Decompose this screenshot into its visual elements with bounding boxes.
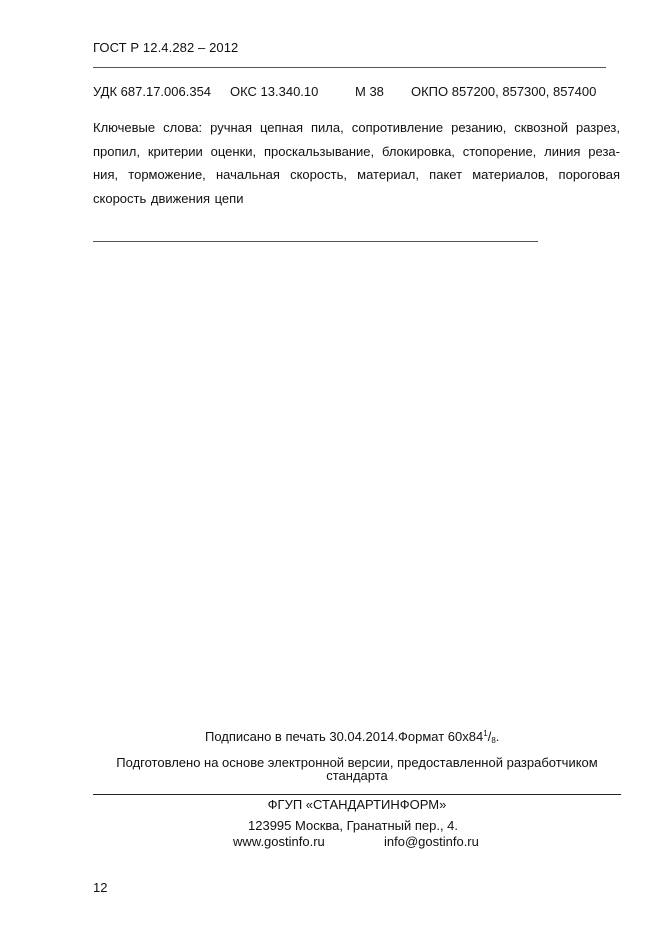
signed-for-print: [205, 729, 499, 745]
imprint-divider: [93, 794, 621, 795]
m-code: М 38: [355, 84, 384, 99]
section-divider: [93, 241, 538, 242]
page-number: 12: [93, 880, 108, 895]
oks-code: ОКС 13.340.10: [230, 84, 319, 99]
publisher-website: www.gostinfo.ru: [233, 834, 325, 849]
prepared-note: Подготовлено на основе электронной версии, предоставленной разработчиком стандарта: [116, 755, 598, 783]
publisher-name: ФГУП «СТАНДАРТИНФОРМ»: [267, 797, 447, 812]
signed-text: Подписано в печать 30.04.2014.Формат 60х84: [205, 729, 484, 744]
format-fraction-denominator: 8: [491, 736, 496, 745]
publisher-email: info@gostinfo.ru: [384, 834, 479, 849]
publisher-address: 123995 Москва, Гранатный пер., 4.: [248, 818, 459, 833]
signed-suffix: .: [495, 729, 500, 744]
format-fraction-slash: /: [487, 729, 492, 744]
keywords-paragraph: Ключевые слова: ручная цепная пила, сопротивление резанию, сквозной разрез, пропил, критерии оценки, проскальзывание, блокировка, стопорение, линия реза-ния, торможение, начальная скорость, материал, пакет материалов, пороговая скорость движения цепи: [93, 120, 620, 206]
format-fraction-numerator: 1: [483, 729, 488, 738]
header-divider: [93, 67, 606, 68]
udk-code: УДК 687.17.006.354: [93, 84, 212, 99]
okpo-code: ОКПО 857200, 857300, 857400: [411, 84, 597, 99]
document-header-title: ГОСТ Р 12.4.282 – 2012: [93, 40, 239, 55]
